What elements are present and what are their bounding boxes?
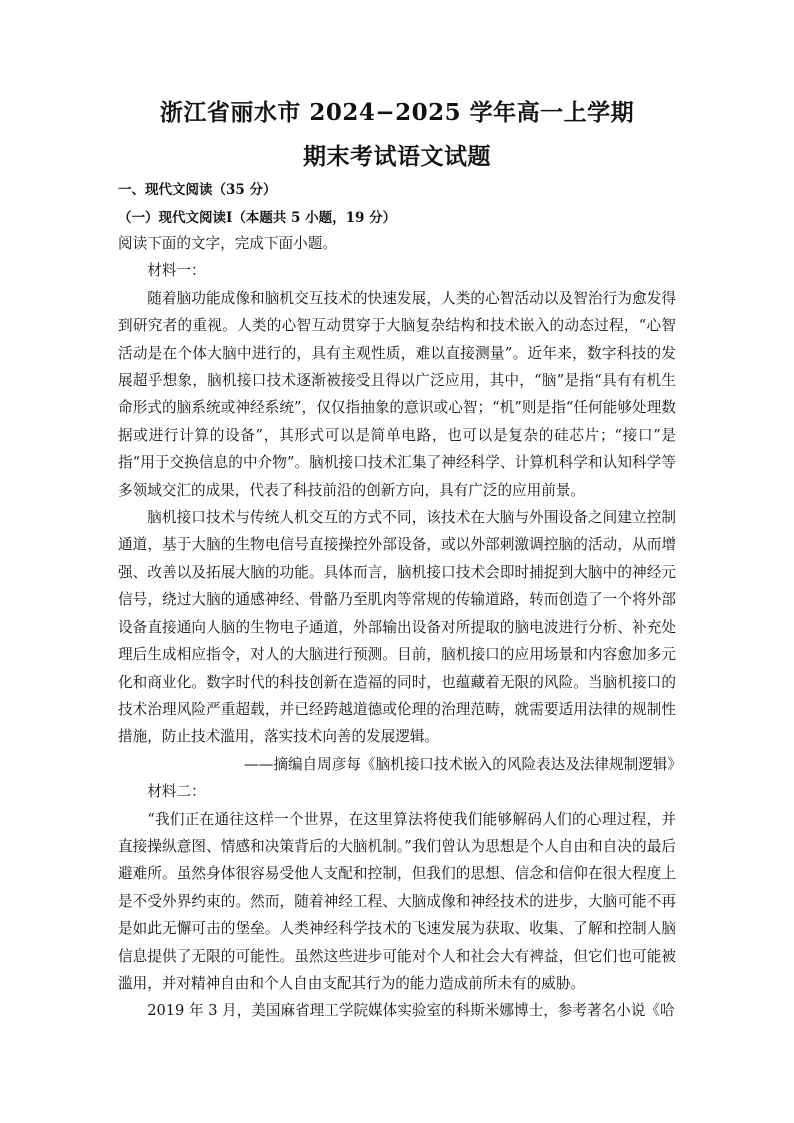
material-2-paragraph: 2019 年 3 月，美国麻省理工学院媒体实验室的科斯米娜博士，参考著名小说《哈 <box>147 1002 675 1020</box>
material-2-paragraph: “我们正在通往这样一个世界，在这里算法将使我们能够解码人们的心理过程，并直接操纵意图、情感和决策背后的大脑机制。”我们曾认为思想是个人自由和自决的最后避难所。虽然身体很容易受他人支配和控制，但我们的思想、信念和信仰在很大程度上是不受外界约束的。然而，随着神经工程、大脑成像和神经技术的进步，大脑可能不再是如此无懈可击的堡垒。人类神经科学技术的飞速发展为获取、收集、了解和控制人脑信息提供了无限的可能性。虽然这些进步可能对个人和社会大有裨益，但它们也可能被滥用，并对精神自由和个人自由支配其行为的能力造成前所未有的威胁。 <box>118 810 676 992</box>
material-2-label: 材料二： <box>147 783 206 801</box>
document-subtitle: 期末考试语文试题 <box>303 143 491 170</box>
material-1-paragraph: 随着脑功能成像和脑机交互技术的快速发展，人类的心智活动以及智治行为愈发得到研究者的重视。人类的心智互动贯穿于大脑复杂结构和技术嵌入的动态过程，“心智活动是在个体大脑中进行的，具有主观性质，难以直接测量”。近年来，数字科技的发展超乎想象，脑机接口技术逐渐被接受且得以广泛应用，其中，“脑”是指“具有有机生命形式的脑系统或神经系统”，仅仅指抽象的意识或心智；“机”则是指“任何能够处理数据或进行计算的设备”，其形式可以是简单电路，也可以是复杂的硅芯片；“接口”是指“用于交换信息的中介物”。脑机接口技术汇集了神经科学、计算机科学和认知科学等多领域交汇的成果，代表了科技前沿的创新方向，具有广泛的应用前景。 <box>118 289 676 499</box>
material-1-source: ——摘编自周彦每《脑机接口技术嵌入的风险表达及法律规制逻辑》 <box>244 755 682 773</box>
material-1-paragraph: 脑机接口技术与传统人机交互的方式不同，该技术在大脑与外围设备之间建立控制通道，基于大脑的生物电信号直接操控外部设备，或以外部刺激调控脑的活动，从而增强、改善以及拓展大脑的功能。具体而言，脑机接口技术会即时捕捉到大脑中的神经元信号，绕过大脑的通感神经、骨骼乃至肌肉等常规的传输道路，转而创造了一个将外部设备直接通向人脑的生物电子通道，外部输出设备对所提取的脑电波进行分析、补充处理后生成相应指令，对人的大脑进行预测。目前，脑机接口的应用场景和内容愈加多元化和商业化。数字时代的科技创新在造福的同时，也蕴藏着无限的风险。当脑机接口的技术治理风险严重超载，并已经跨越道德或伦理的治理范畴，就需要适用法律的规制性措施，防止技术滥用，落实技术向善的发展逻辑。 <box>118 509 676 746</box>
subsection-heading: （一）现代文阅读Ⅰ（本题共 5 小题，19 分） <box>118 210 397 226</box>
document-title: 浙江省丽水市 2024−2025 学年高一上学期 <box>159 99 635 126</box>
instruction-text: 阅读下面的文字，完成下面小题。 <box>118 235 337 252</box>
section-heading: 一、现代文阅读（35 分） <box>118 182 277 198</box>
material-1-label: 材料一： <box>147 262 206 280</box>
reading-passage <box>118 230 682 1025</box>
